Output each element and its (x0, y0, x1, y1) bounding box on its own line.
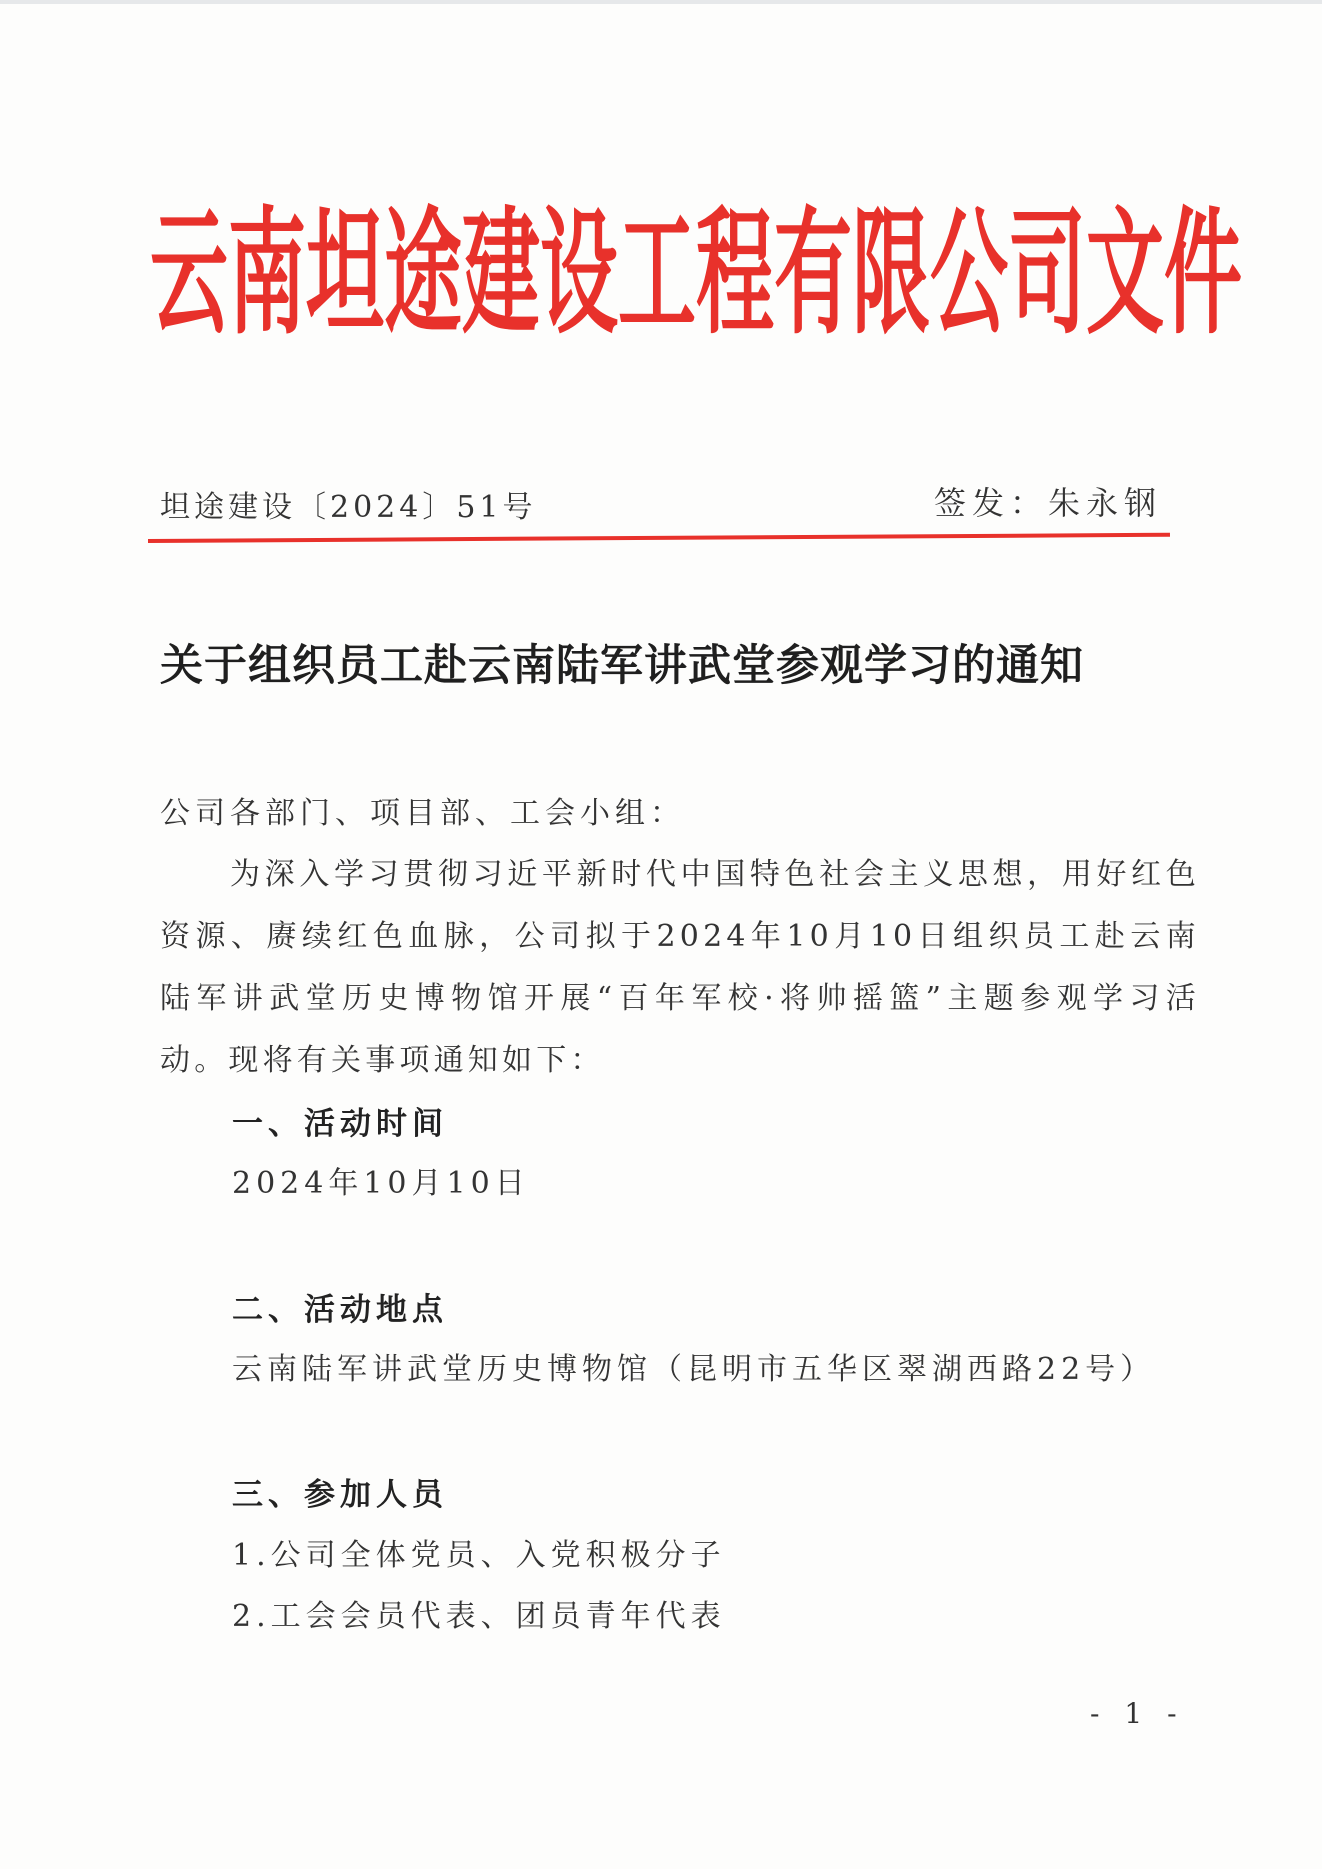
intro-paragraph: 为深入学习贯彻习近平新时代中国特色社会主义思想，用好红色资源、赓续红色血脉，公司拟于2024年10月10日组织员工赴云南陆军讲武堂历史博物馆开展“百年军校·将帅摇篮”主题参观学习活动。现将有关事项通知如下： (160, 857, 1200, 1078)
page-number: - 1 - (1090, 1697, 1185, 1730)
notice-title: 关于组织员工赴云南陆军讲武堂参观学习的通知 (160, 641, 1084, 691)
section-heading-time: 一、活动时间 (232, 1106, 448, 1142)
salutation: 公司各部门、项目部、工会小组： (160, 796, 685, 831)
participants-item-2: 2.工会会员代表、团员青年代表 (232, 1599, 726, 1634)
activity-location: 云南陆军讲武堂历史博物馆（昆明市五华区翠湖西路22号） (232, 1352, 1156, 1387)
red-separator-line (148, 533, 1170, 543)
org-header-title: 云南坦途建设工程有限公司文件 (150, 196, 1243, 354)
activity-date: 2024年10月10日 (232, 1166, 530, 1201)
document-number: 坦途建设〔2024〕51号 (160, 490, 537, 525)
signer-line: 签发：朱永钢 (933, 484, 1162, 522)
scan-top-edge (0, 0, 1322, 4)
section-heading-participants: 三、参加人员 (232, 1477, 448, 1513)
section-heading-location: 二、活动地点 (232, 1292, 448, 1328)
participants-item-1: 1.公司全体党员、入党积极分子 (232, 1538, 726, 1573)
